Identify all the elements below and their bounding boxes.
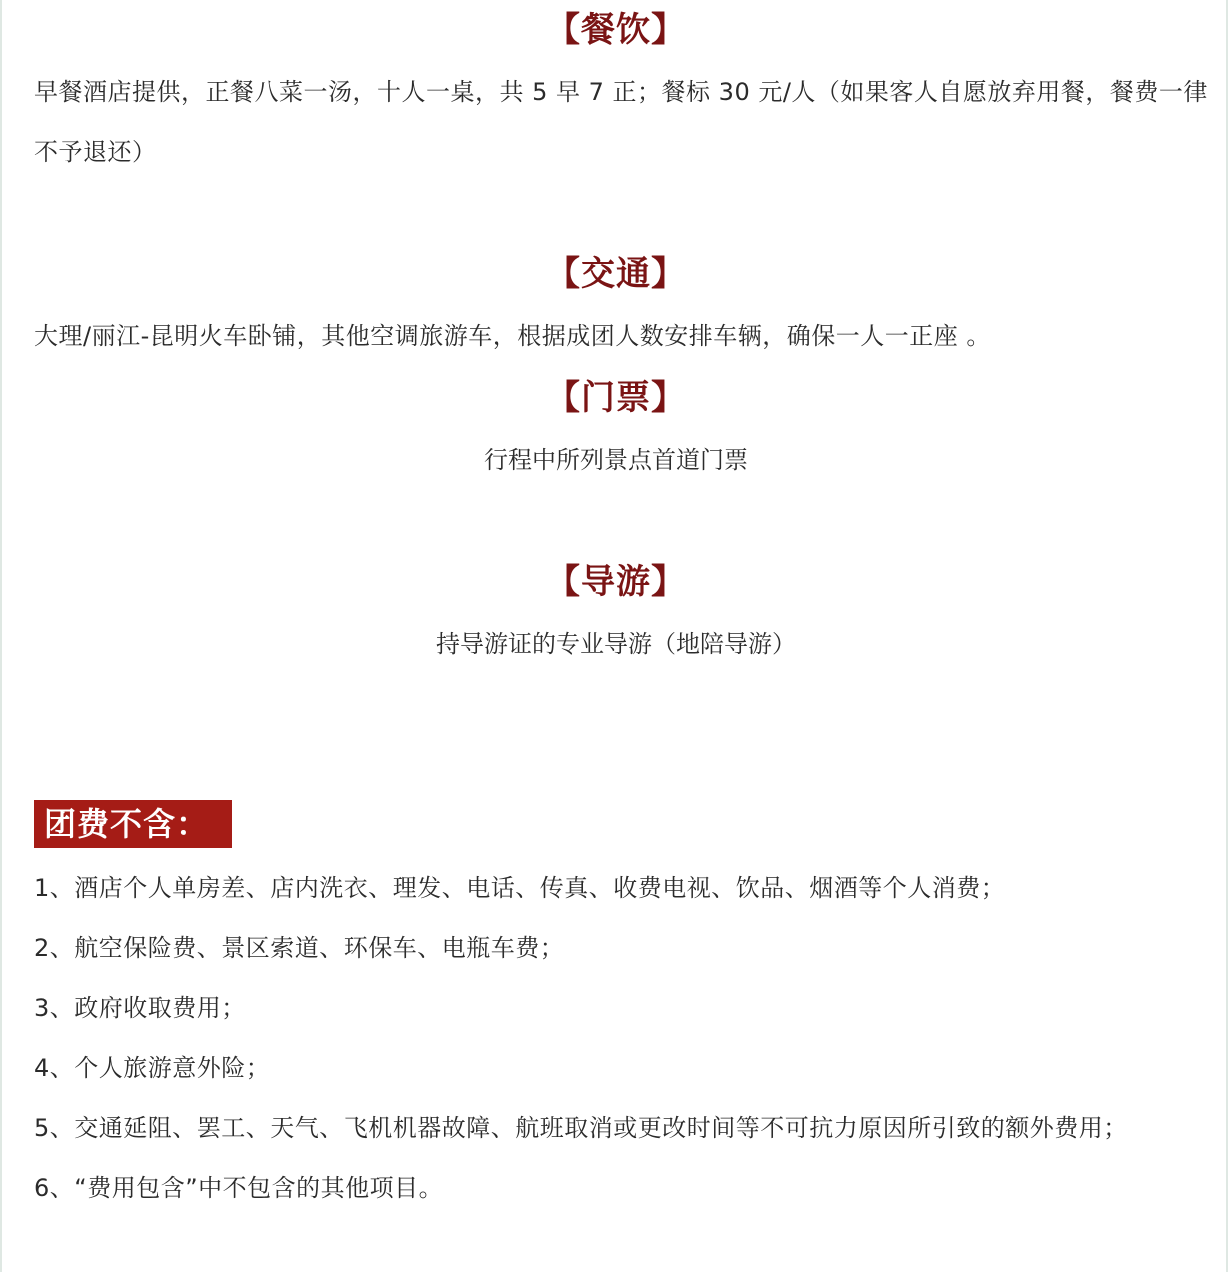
list-item: 5、交通延阻、罢工、天气、飞机机器故障、航班取消或更改时间等不可抗力原因所引致的额外费用； xyxy=(34,1114,1128,1142)
transport-heading: 【交通】 xyxy=(546,254,686,294)
dining-heading: 【餐饮】 xyxy=(546,10,686,50)
list-item: 6、“费用包含”中不包含的其他项目。 xyxy=(34,1174,444,1202)
guide-heading: 【导游】 xyxy=(546,562,686,602)
list-item: 3、政府收取费用； xyxy=(34,994,246,1022)
dining-text: 早餐酒店提供，正餐八菜一汤，十人一桌，共 5 早 7 正；餐标 30 元/人（如果客人自愿放弃用餐，餐费一律不予退还） xyxy=(34,78,1208,166)
transport-text: 大理/丽江-昆明火车卧铺，其他空调旅游车，根据成团人数安排车辆，确保一人一正座 。 xyxy=(34,322,991,350)
excluded-list xyxy=(34,858,1204,1218)
list-item: 1、酒店个人单房差、店内洗衣、理发、电话、传真、收费电视、饮品、烟酒等个人消费； xyxy=(34,874,1006,902)
list-item: 4、个人旅游意外险； xyxy=(34,1054,271,1082)
tickets-heading: 【门票】 xyxy=(546,378,686,418)
tickets-text: 行程中所列景点首道门票 xyxy=(484,446,748,474)
list-item: 2、航空保险费、景区索道、环保车、电瓶车费； xyxy=(34,934,565,962)
excluded-badge: 团费不含： xyxy=(34,800,232,848)
guide-text: 持导游证的专业导游（地陪导游） xyxy=(436,630,796,658)
